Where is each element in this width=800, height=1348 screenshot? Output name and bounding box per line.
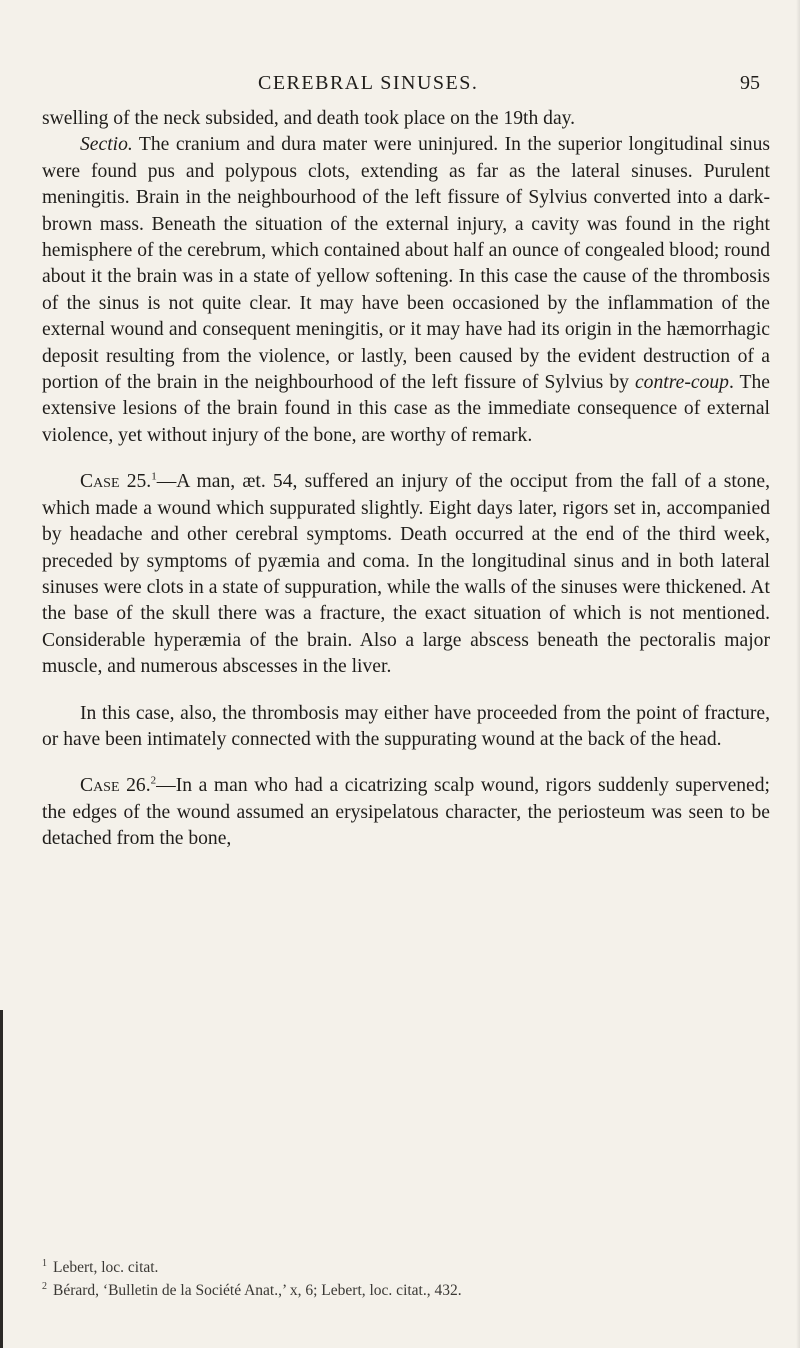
footnotes	[42, 1254, 770, 1300]
paragraph-continuation: swelling of the neck subsided, and death took place on the 19th day.	[42, 108, 576, 129]
body-text	[42, 106, 770, 853]
footnote-ref-2: 2	[150, 774, 157, 787]
paragraph-case-26	[42, 773, 770, 852]
paragraph-case-25	[42, 469, 770, 680]
footnote-1-text: Lebert, loc. citat.	[53, 1259, 159, 1277]
case-26-heading: Case 26.	[80, 775, 151, 797]
footnote-1	[42, 1254, 770, 1277]
case-25-heading: Case 25.	[80, 471, 152, 493]
sectio-italic-term: contre-coup	[634, 372, 729, 394]
running-title: CEREBRAL SINUSES.	[258, 72, 479, 94]
paragraph-sectio	[42, 132, 770, 449]
running-head	[0, 72, 800, 102]
footnote-2-text: Bérard, ‘Bulletin de la Société Anat.,’ x, 6; Lebert, loc. citat., 432.	[53, 1282, 462, 1300]
sectio-text: The cranium and dura mater were uninjured. In the superior longitudinal sinus were found pus and polypous clots, extending as far as the lateral sinuses. Purulent meningitis. Brain in the neighbourhood of the left fissure of Sylvius converted into a dark-brown mass. Beneath the situation of the external injury, a cavity was found in the right hemisphere of the cerebrum, which contained about half an ounce of congealed blood; round about it the brain was in a state of yellow softening. In this case the cause of the thrombosis of the sinus is not quite clear. It may have been occasioned by the inflammation of the external wound and consequent meningitis, or it may have had its origin in the hæmorrhagic deposit resulting from the violence, or lastly, been caused by the evident destruction of a portion of the brain in the neighbourhood of the left fissure of Sylvius by	[42, 134, 770, 394]
sectio-heading: Sectio.	[80, 134, 133, 156]
footnote-2-mark: 2	[42, 1281, 47, 1293]
footnote-1-mark: 1	[42, 1258, 47, 1269]
page-edge-shadow	[796, 0, 800, 1348]
footnote-2	[42, 1277, 770, 1300]
case-25-text: —A man, æt. 54, suffered an injury of the occiput from the fall of a stone, which made a wound which suppurated slightly. Eight days later, rigors set in, accompanied by headache and other cerebral symptoms. Death occurred at the end of the third week, preceded by symptoms of pyæmia and coma. In the longitudinal sinus and in both lateral sinuses were clots in a state of suppuration, while the walls of the sinuses were thickened. At the base of the skull there was a fracture, the exact situation of which is not mentioned. Considerable hyperæmia of the brain. Also a large abscess beneath the pectoralis major muscle, and numerous abscesses in the liver.	[42, 471, 770, 678]
case-26-text: —In a man who had a cicatrizing scalp wound, rigors suddenly supervened; the edges of the wound assumed an erysipelatous character, the periosteum was seen to be detached from the bone,	[42, 775, 770, 850]
footnote-ref-1: 1	[151, 470, 157, 483]
sectio-tail: . The extensive lesions of the brain found in this case as the immediate consequence of external violence, yet without injury of the bone, are worthy of remark.	[42, 372, 770, 446]
paragraph-commentary: In this case, also, the thrombosis may either have proceeded from the point of fracture, or have been intimately connected with the suppurating wound at the back of the head.	[42, 702, 770, 750]
page-number: 95	[740, 72, 760, 94]
binding-edge-mark	[0, 1010, 3, 1348]
